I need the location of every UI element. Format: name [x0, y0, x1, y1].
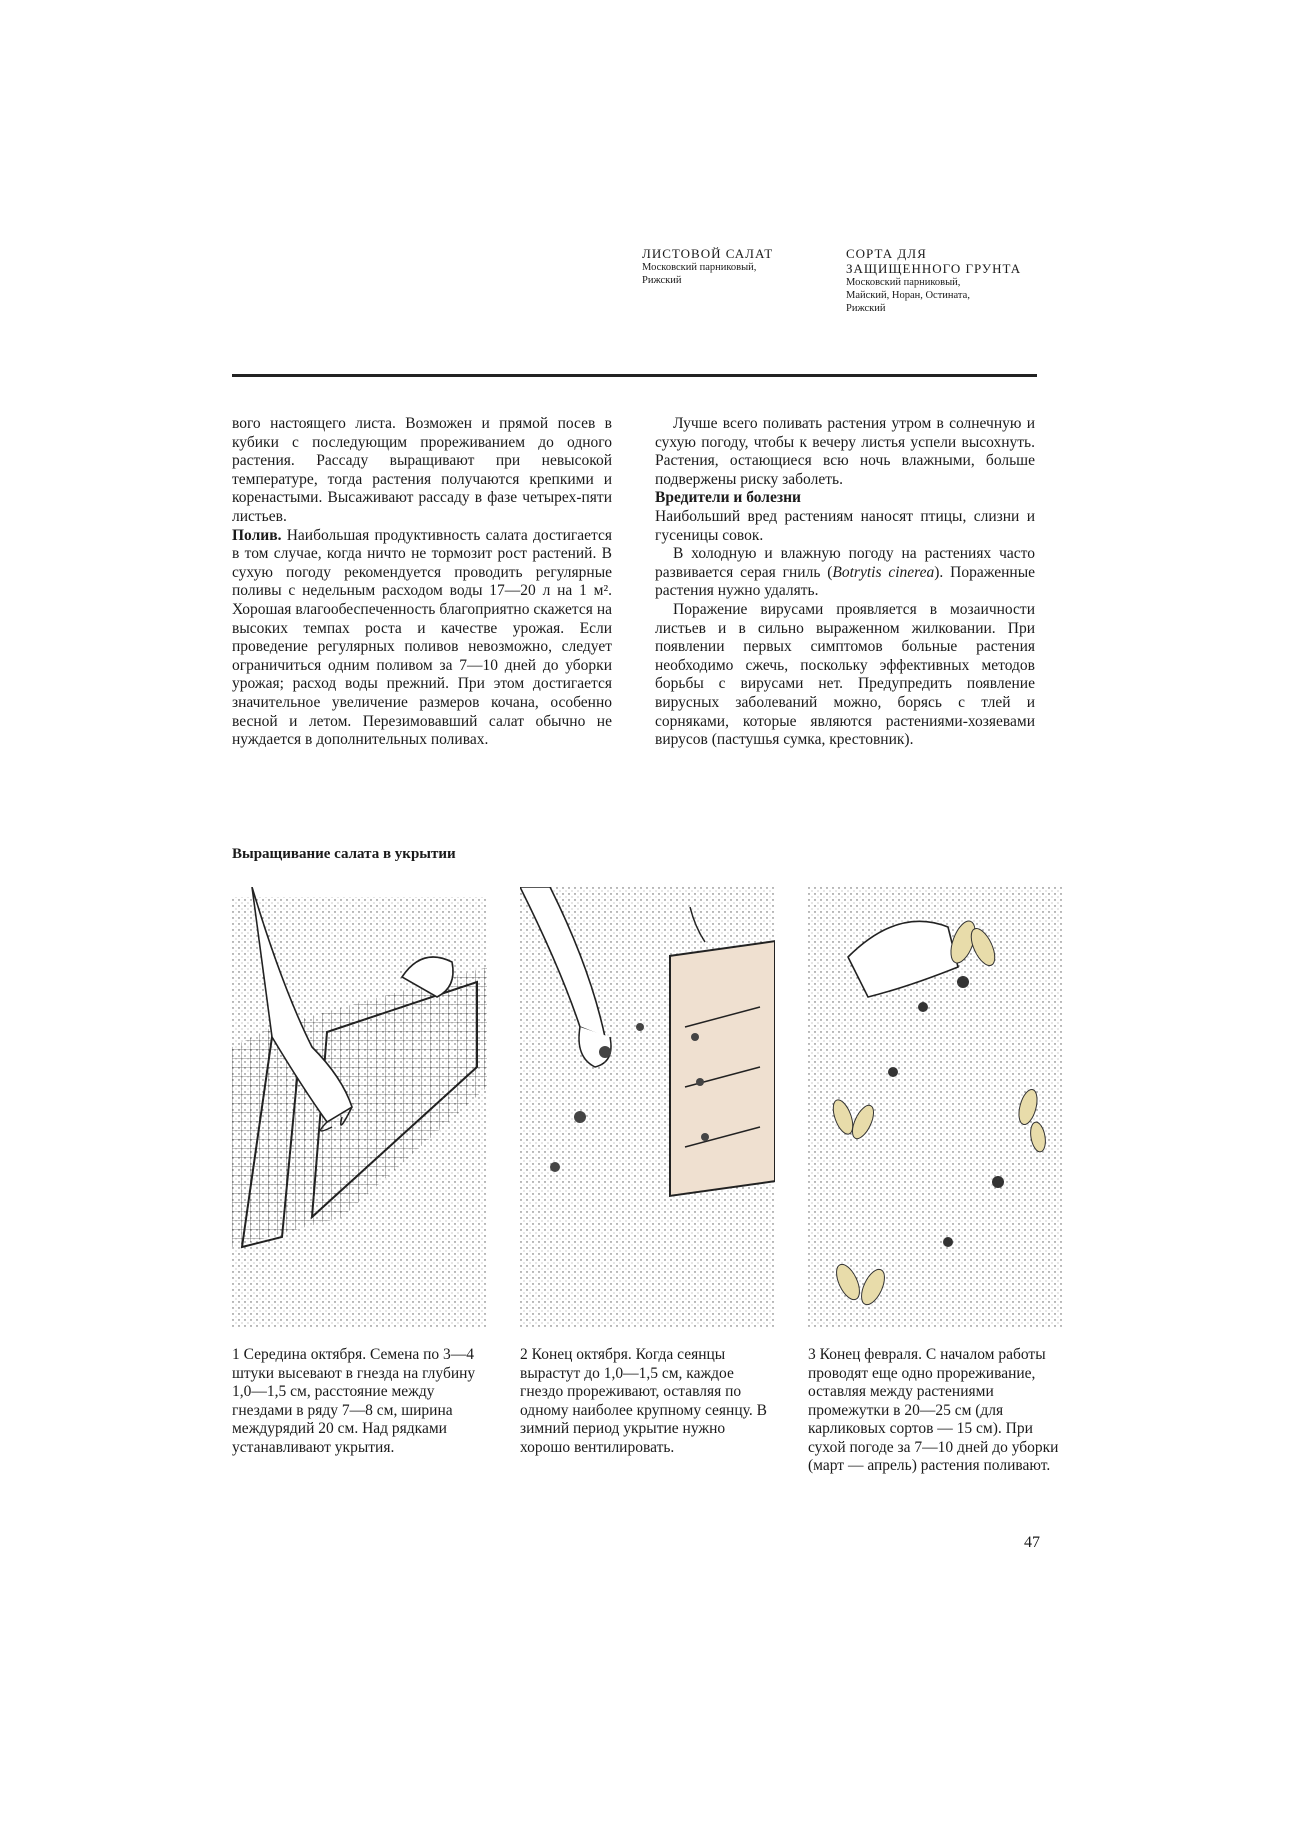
header-right-title: ЗАЩИЩЕННОГО ГРУНТА [846, 261, 1022, 276]
pests-heading: Вредители и болезни [655, 489, 801, 507]
paragraph-text: Наибольшая продуктивность салата достигается в том случае, когда ничто не тормозит рост растений. В сухую погоду рекомендуется проводить регулярные поливы с недельным расходом воды 17—20 л на 1 м². Хорошая влагообеспеченность благоприятно скажется на высоких темпах роста и качестве урожая. Если проведение регулярных поливов невозможно, следует ограничиться одним поливом за 7—10 дней до уборки урожая; расход воды прежний. При этом достигается значительное увеличение размеров кочана, особенно весной и летом. Перезимовавший салат обычно не нуждается в дополнительных поливах. [232, 526, 612, 749]
paragraph-text: В холодную и влажную погоду на растениях часто развивается серая гниль ( [655, 545, 1035, 581]
header-left-line: Рижский [642, 275, 682, 286]
page-number: 47 [1024, 1534, 1040, 1551]
caption-body: Середина октября. Семена по 3—4 штуки высевают в гнезда на глубину 1,0—1,5 см, расстояние между гнездами в ряду 7—8 см, ширина междурядий 20 см. Над рядками устанавливают укрытия. [232, 1346, 476, 1456]
header-right-title: СОРТА ДЛЯ [846, 246, 927, 261]
caption-body: Конец февраля. С началом работы проводят еще одно прореживание, оставляя между растениями промежутки в 20—25 см (для карликовых сортов — 15 см). При сухой погоде за 7—10 дней до уборки (март — апрель) растения поливают. [808, 1346, 1059, 1474]
caption-1 [232, 1346, 487, 1457]
caption-number: 2 [520, 1346, 528, 1363]
header-left [642, 246, 773, 287]
section-title: Выращивание салата в укрытии [232, 846, 456, 862]
paragraph: Лучше всего поливать растения утром в солнечную и сухую погоду, чтобы к вечеру листья успели высохнуть. Растения, остающиеся всю ночь влажными, больше подвержены риску заболеть. [655, 415, 1035, 488]
paragraph [655, 545, 1035, 601]
header-divider [232, 374, 1037, 377]
paragraph-text: ). Пораженные растения нужно удалять. [655, 563, 1035, 600]
paragraph: вого настоящего листа. Возможен и прямой посев в кубики с последующим прореживанием до одного растения. Рассаду выращивают при невысокой температуре, тогда растения получаются крепкими и коренастыми. Высаживают рассаду в фазе четырех-пяти листьев. [232, 415, 612, 525]
header-left-title: ЛИСТОВОЙ САЛАТ [642, 246, 774, 261]
paragraph [232, 527, 612, 750]
caption-number: 3 [808, 1346, 816, 1363]
illustration-3 [808, 887, 1063, 1327]
header-right-line: Рижский [846, 303, 886, 314]
right-column [655, 415, 1035, 750]
illustration-1 [232, 887, 487, 1327]
caption-3 [808, 1346, 1063, 1476]
illustration-2 [520, 887, 775, 1327]
paragraph: Наибольший вред растениям наносят птицы, слизни и гусеницы совок. [655, 507, 1035, 544]
caption-body: Конец октября. Когда сеянцы вырастут до 1,0—1,5 см, каждое гнездо прореживают, оставляя по одному наиболее крупному сеянцу. В зимний период укрытие нужно хорошо вентилировать. [520, 1346, 767, 1456]
caption-text [232, 1346, 487, 1457]
header-right [846, 246, 1021, 315]
caption-text [808, 1346, 1063, 1476]
left-column [232, 415, 612, 750]
caption-number: 1 [232, 1346, 240, 1363]
header-right-line: Московский парниковый, [846, 277, 961, 288]
header-left-line: Московский парниковый, [642, 262, 757, 273]
paragraph: Поражение вирусами проявляется в мозаичности листьев и в сильно выраженном жилковании. При появлении первых симптомов больные растения необходимо сжечь, поскольку эффективных методов борьбы с вирусами нет. Предупредить появление вирусных заболеваний можно, борясь с тлей и сорняками, которые являются растениями-хозяевами вирусов (пастушья сумка, крестовник). [655, 600, 1035, 749]
watering-label: Полив. [232, 526, 282, 544]
header-right-line: Майский, Норан, Остината, [846, 290, 970, 301]
latin-name: Botrytis cinerea [832, 563, 935, 581]
caption-text [520, 1346, 775, 1457]
caption-2 [520, 1346, 775, 1457]
